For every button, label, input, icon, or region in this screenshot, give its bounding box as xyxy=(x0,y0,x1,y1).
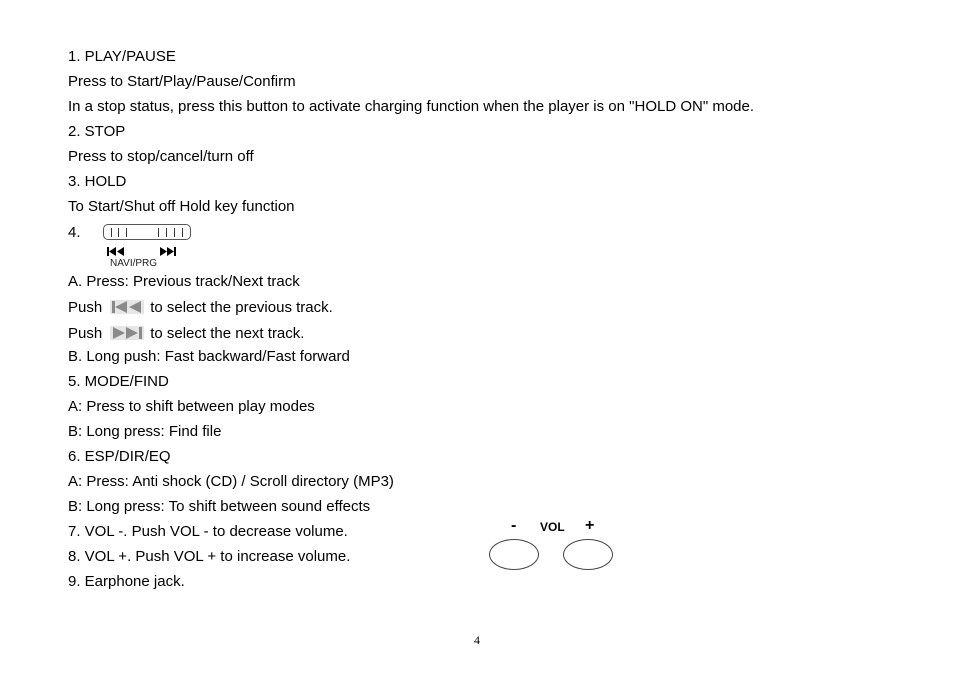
vol-minus-label: - xyxy=(511,517,517,534)
navi-prg-diagram xyxy=(103,224,193,270)
esp-dir-eq-heading: 6. ESP/DIR/EQ xyxy=(68,448,171,465)
push-next-text: Push xyxy=(68,325,103,342)
play-pause-description: Press to Start/Play/Pause/Confirm xyxy=(68,73,296,90)
hold-heading: 3. HOLD xyxy=(68,173,127,190)
esp-press-description: A: Press: Anti shock (CD) / Scroll directory (MP3) xyxy=(68,473,394,490)
navi-slider-icon xyxy=(103,224,191,240)
page-number: 4 xyxy=(474,633,480,647)
play-pause-heading: 1. PLAY/PAUSE xyxy=(68,48,176,65)
previous-track-icon xyxy=(110,300,144,314)
esp-long-press-description: B: Long press: To shift between sound effects xyxy=(68,498,371,515)
next-track-icon xyxy=(110,326,144,340)
push-previous-description xyxy=(68,299,333,317)
stop-heading: 2. STOP xyxy=(68,123,126,140)
push-prev-suffix: to select the previous track. xyxy=(150,299,333,316)
earphone-jack-description: 9. Earphone jack. xyxy=(68,573,185,590)
vol-plus-button-shape xyxy=(563,539,613,570)
vol-plus-description: 8. VOL +. Push VOL + to increase volume. xyxy=(68,548,351,565)
vol-minus-description: 7. VOL -. Push VOL - to decrease volume. xyxy=(68,523,348,540)
push-next-suffix: to select the next track. xyxy=(150,325,305,342)
vol-label: VOL xyxy=(540,520,565,534)
mode-long-press-description: B: Long press: Find file xyxy=(68,423,222,440)
mode-find-heading: 5. MODE/FIND xyxy=(68,373,169,390)
navi-press-description: A. Press: Previous track/Next track xyxy=(68,273,300,290)
hold-description: To Start/Shut off Hold key function xyxy=(68,198,295,215)
push-prev-text: Push xyxy=(68,299,103,316)
charging-description: In a stop status, press this button to activate charging function when the player is on "HOLD ON" mode. xyxy=(68,98,755,115)
vol-minus-button-shape xyxy=(489,539,539,570)
next-track-icon xyxy=(159,247,177,256)
volume-buttons-diagram xyxy=(486,517,618,573)
stop-description: Press to stop/cancel/turn off xyxy=(68,148,254,165)
mode-press-description: A: Press to shift between play modes xyxy=(68,398,315,415)
vol-plus-label: + xyxy=(585,517,595,534)
push-next-description xyxy=(68,325,304,343)
previous-track-icon xyxy=(107,247,125,256)
navi-heading: 4. xyxy=(68,224,81,241)
long-push-description: B. Long push: Fast backward/Fast forward xyxy=(68,348,350,365)
navi-prg-label: NAVI/PRG xyxy=(110,258,158,269)
